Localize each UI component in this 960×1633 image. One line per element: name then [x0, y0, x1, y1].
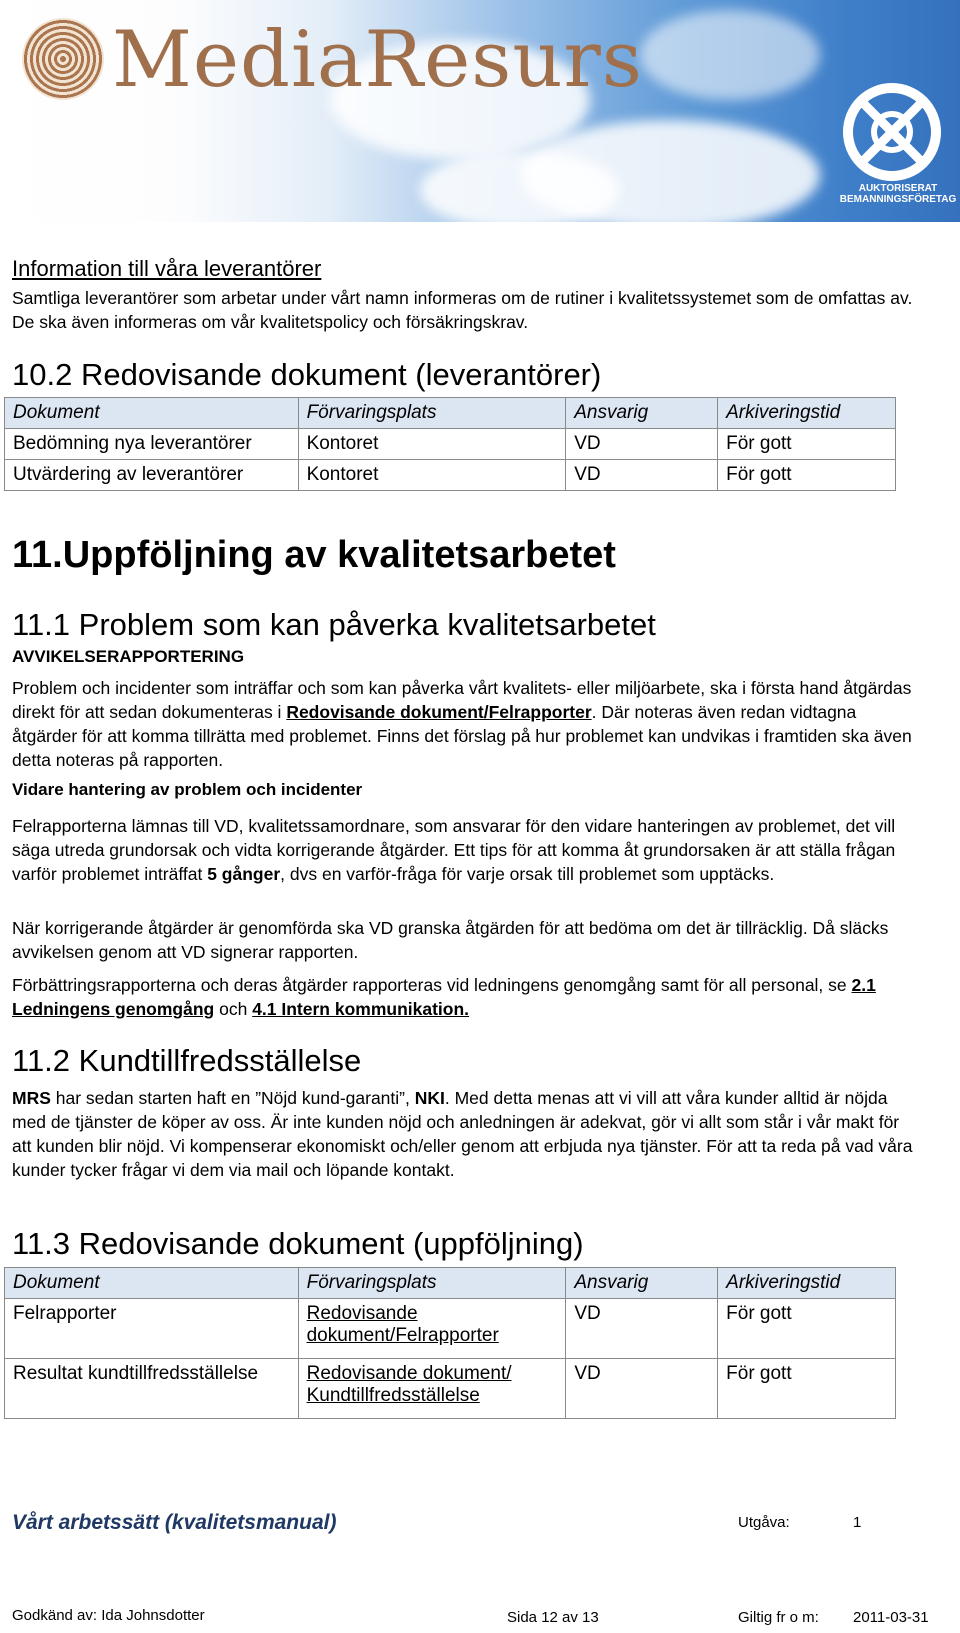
col-header: Ansvarig	[566, 1268, 718, 1299]
footer-valid-date: 2011-03-31	[853, 1609, 929, 1626]
table-header-row	[5, 1268, 896, 1299]
table-cell: Felrapporter	[5, 1299, 299, 1359]
table-cell: För gott	[718, 429, 896, 460]
section-11-1-heading: 11.1 Problem som kan påverka kvalitetsarbetet	[12, 607, 656, 642]
avvikelse-subheading: AVVIKELSERAPPORTERING	[12, 647, 245, 666]
table-cell: VD	[566, 460, 718, 491]
footer-manual-title: Vårt arbetssätt (kvalitetsmanual)	[12, 1511, 337, 1534]
table-cell: Resultat kundtillfredsställelse	[5, 1359, 299, 1419]
ledningens-genomgang-link[interactable]: 2.1 Ledningens genomgång	[12, 975, 876, 1019]
info-title: Information till våra leverantörer	[12, 256, 322, 281]
paragraph: När korrigerande åtgärder är genomförda ska VD granska åtgärden för att bedöma om det är tillräcklig. Då släcks avvikelsen genom att VD signerar rapporten.	[12, 918, 889, 962]
table-header-row	[5, 398, 896, 429]
footer-approved-by: Godkänd av: Ida Johnsdotter	[12, 1607, 205, 1624]
logo-ring-icon	[22, 18, 104, 100]
intern-kommunikation-link[interactable]: 4.1 Intern kommunikation.	[252, 999, 470, 1019]
kundtillfredsstallelse-location-link[interactable]: Redovisande dokument/ Kundtillfredsställelse	[306, 1363, 512, 1406]
handling-subheading: Vidare hantering av problem och incidenter	[12, 780, 363, 799]
col-header: Dokument	[5, 1268, 299, 1299]
table-cell: Kontoret	[298, 429, 566, 460]
table-row	[5, 1299, 896, 1359]
footer-edition-value: 1	[853, 1514, 862, 1531]
col-header: Arkiveringstid	[718, 398, 896, 429]
section-11-2-heading: 11.2 Kundtillfredsställelse	[12, 1043, 362, 1078]
supplier-docs-table	[4, 397, 896, 491]
table-row	[5, 460, 896, 491]
col-header: Ansvarig	[566, 398, 718, 429]
footer-page-number: Sida 12 av 13	[507, 1609, 599, 1626]
table-cell	[298, 1359, 566, 1419]
table-cell	[298, 1299, 566, 1359]
table-row	[5, 1359, 896, 1419]
paragraph: Förbättringsrapporterna och deras åtgärder rapporteras vid ledningens genomgång samt för all personal, se 2.1 Ledningens genomgång och 4.1 Intern kommunikation.	[12, 975, 876, 1019]
col-header: Förvaringsplats	[298, 1268, 566, 1299]
info-paragraph: Samtliga leverantörer som arbetar under vårt namn informeras om de rutiner i kvalitetssystemet som de omfattas av. De ska även informeras om vår kvalitetspolicy och försäkringskrav.	[12, 288, 913, 332]
col-header: Förvaringsplats	[298, 398, 566, 429]
footer-edition-label: Utgåva:	[738, 1514, 790, 1531]
section-11-heading: 11.Uppföljning av kvalitetsarbetet	[12, 534, 616, 576]
table-cell: Bedömning nya leverantörer	[5, 429, 299, 460]
table-cell: Utvärdering av leverantörer	[5, 460, 299, 491]
table-cell: Kontoret	[298, 460, 566, 491]
paragraph: Problem och incidenter som inträffar och som kan påverka vårt kvalitets- eller miljöarbete, ska i första hand åtgärdas direkt för att sedan dokumenteras i Redovisande dokument/Felrapporter. Där noteras även redan vidtagna åtgärder för att komma tillrätta med problemet. Finns det förslag på hur problemet kan undvikas i framtiden ska även detta noteras på rapporten.	[12, 678, 912, 770]
table-cell: VD	[566, 1299, 718, 1359]
section-10-2-heading: 10.2 Redovisande dokument (leverantörer)	[12, 357, 602, 392]
header-banner	[0, 0, 960, 222]
felrapporter-location-link[interactable]: Redovisande dokument/Felrapporter	[306, 1303, 499, 1346]
col-header: Dokument	[5, 398, 299, 429]
table-cell: För gott	[718, 1359, 896, 1419]
table-cell: VD	[566, 429, 718, 460]
table-row	[5, 429, 896, 460]
table-cell: För gott	[718, 1299, 896, 1359]
section-11-3-heading: 11.3 Redovisande dokument (uppföljning)	[12, 1226, 584, 1261]
paragraph: MRS har sedan starten haft en ”Nöjd kund-garanti”, NKI. Med detta menas att vi vill att våra kunder alltid är nöjda med de tjänster de köper av oss. Är inte kunden nöjd och anledningen är adekvat, gör vi allt som står i vår makt för att kunden blir nöjd. Vi kompenserar ekonomiskt och/eller genom att erbjuda nya tjänster. För att ta reda på vad våra kunder tycker frågar vi dem via mail och löpande kontakt.	[12, 1088, 913, 1180]
followup-docs-table	[4, 1267, 896, 1419]
footer-valid-label: Giltig fr o m:	[738, 1609, 819, 1626]
badge-caption: AUKTORISERAT BEMANNINGSFÖRETAG	[839, 183, 957, 205]
table-cell: För gott	[718, 460, 896, 491]
col-header: Arkiveringstid	[718, 1268, 896, 1299]
paragraph: Felrapporterna lämnas till VD, kvalitetssamordnare, som ansvarar för den vidare hanteringen av problemet, det vill säga utreda grundorsak och vidta korrigerande åtgärder. Ett tips för att komma åt grundorsaken är att ställa frågan varför problemet inträffat 5 gånger, dvs en varför-fråga för varje orsak till problemet som upptäcks.	[12, 816, 896, 884]
table-cell: VD	[566, 1359, 718, 1419]
company-logo: MediaResurs	[112, 15, 643, 105]
felrapporter-link[interactable]: Redovisande dokument/Felrapporter	[286, 702, 592, 722]
